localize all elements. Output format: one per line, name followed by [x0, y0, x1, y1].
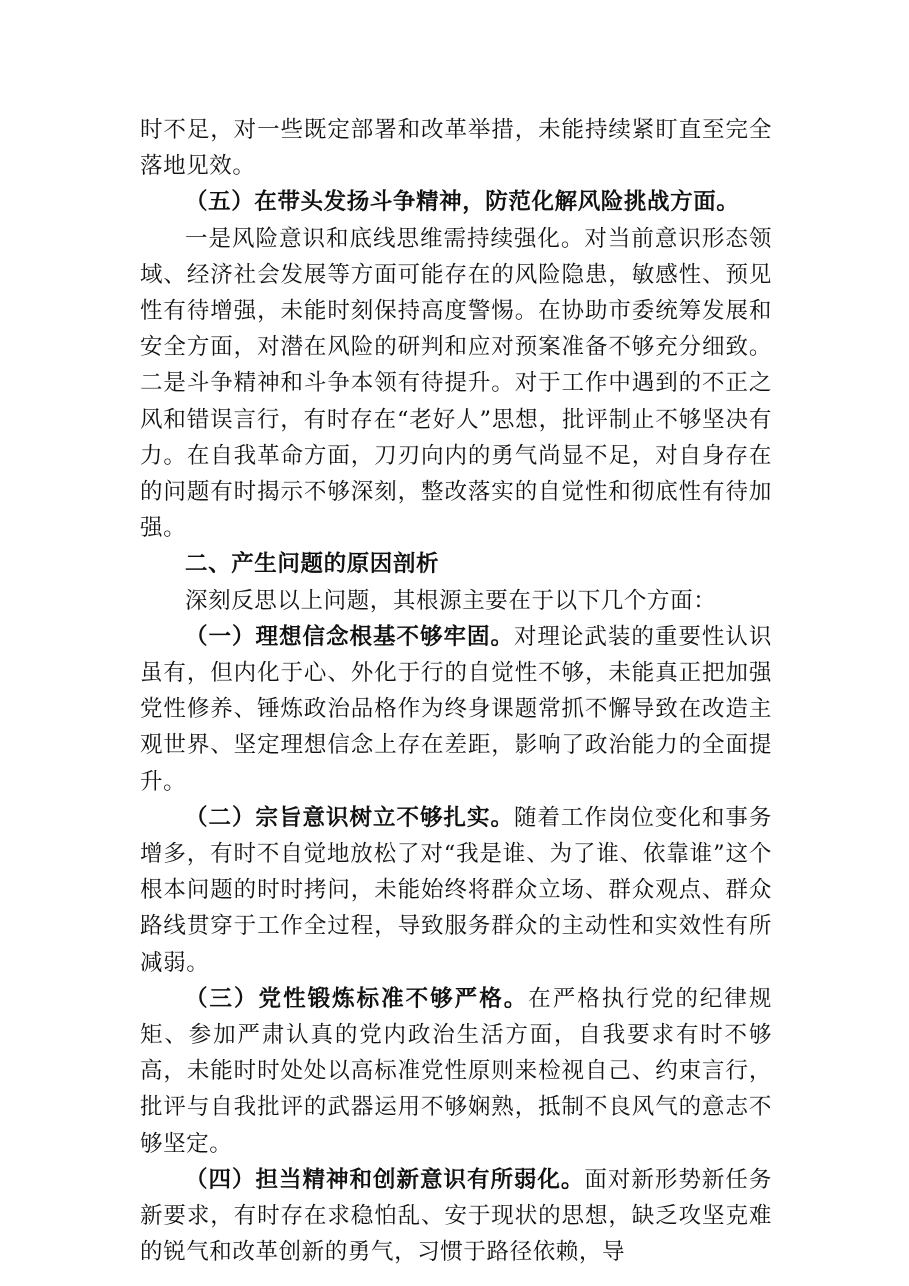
- paragraph-5-text: 深刻反思以上问题，其根源主要在于以下几个方面：: [185, 587, 717, 614]
- paragraph-7: [140, 800, 772, 981]
- paragraph-9-text: 面对新形势新任务新要求，有时存在求稳怕乱、安于现状的思想，缺乏攻坚克难的锐气和改革创新的勇气，习惯于路径依赖，导: [140, 1166, 772, 1266]
- paragraph-7-lead: （二）宗旨意识树立不够扎实。: [185, 804, 514, 831]
- paragraph-2-lead: （五）在带头发扬斗争精神，防范化解风险挑战方面。: [185, 189, 740, 216]
- paragraph-7-text: 随着工作岗位变化和事务增多，有时不自觉地放松了对“我是谁、为了谁、依靠谁”这个根本问题的时时拷问，未能始终将群众立场、群众观点、群众路线贯穿于工作全过程，导致服务群众的主动性和实效性有所减弱。: [140, 804, 772, 976]
- paragraph-9-lead: （四）担当精神和创新意识有所弱化。: [185, 1166, 585, 1193]
- paragraph-3-text: 一是风险意识和底线思维需持续强化。对当前意识形态领域、经济社会发展等方面可能存在的风险隐患，敏感性、预见性有待增强，未能时刻保持高度警惕。在协助市委统筹发展和安全方面，对潜在风险的研判和应对预案准备不够充分细致。二是斗争精神和斗争本领有待提升。对于工作中遇到的不正之风和错误言行，有时存在“老好人”思想，批评制止不够坚决有力。在自我革命方面，刀刃向内的勇气尚显不足，对自身存在的问题有时揭示不够深刻，整改落实的自觉性和彻底性有待加强。: [140, 225, 772, 542]
- paragraph-8-text: 在严格执行党的纪律规矩、参加严肃认真的党内政治生活方面，自我要求有时不够高，未能时时处处以高标准党性原则来检视自己、约束言行，批评与自我批评的武器运用不够娴熟，抵制不良风气的意志不够坚定。: [140, 985, 772, 1157]
- paragraph-1-text: 时不足，对一些既定部署和改革举措，未能持续紧盯直至完全落地见效。: [140, 117, 772, 180]
- paragraph-8-lead: （三）党性锻炼标准不够严格。: [185, 985, 529, 1012]
- paragraph-6-lead: （一）理想信念根基不够牢固。: [185, 623, 514, 650]
- paragraph-6: [140, 619, 772, 800]
- paragraph-1: [140, 112, 772, 184]
- paragraph-6-text: 对理论武装的重要性认识虽有，但内化于心、外化于行的自觉性不够，未能真正把加强党性修养、锤炼政治品格作为终身课题常抓不懈导致在改造主观世界、坚定理想信念上存在差距，影响了政治能力的全面提升。: [140, 623, 772, 795]
- paragraph-3: [140, 221, 772, 547]
- paragraph-9: [140, 1162, 772, 1271]
- paragraph-5: [140, 583, 772, 619]
- paragraph-8: [140, 981, 772, 1162]
- paragraph-2: [140, 184, 772, 220]
- section-heading-text: 二、产生问题的原因剖析: [185, 551, 440, 578]
- document-page: [140, 112, 772, 1271]
- section-heading: [140, 546, 772, 582]
